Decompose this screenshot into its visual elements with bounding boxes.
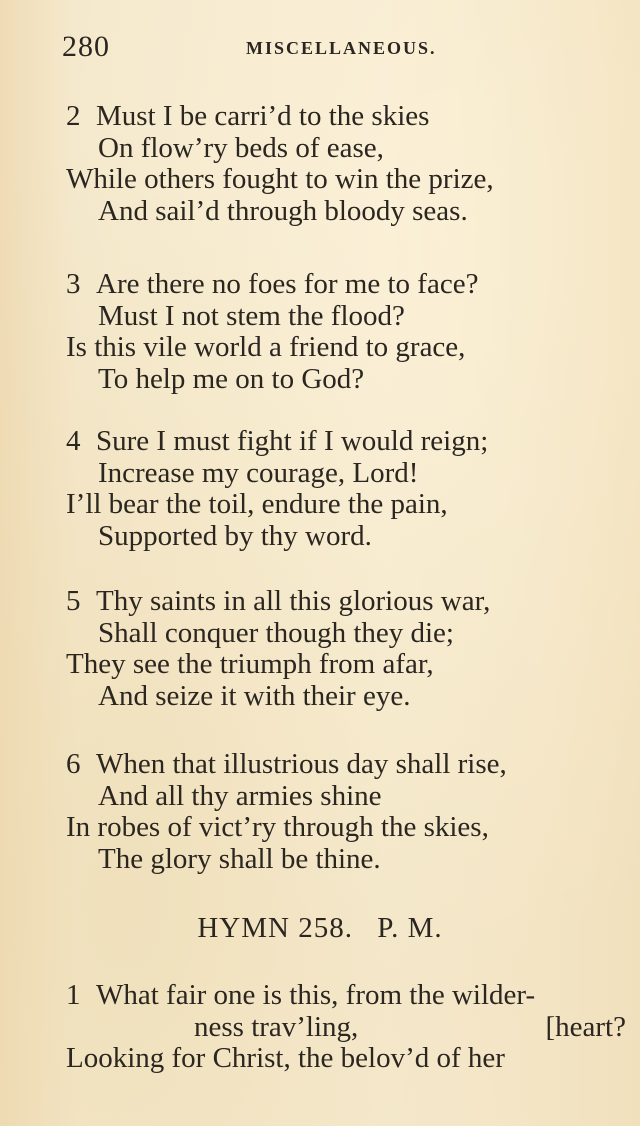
stanza-line-text: In robes of vict’ry through the skies, [66,811,489,843]
stanza-line [66,133,626,165]
stanza-5 [66,586,626,712]
stanza-line-text: Must I be carri’d to the skies [96,100,430,132]
turnover-word: [heart? [545,1010,626,1043]
stanza-line [66,1012,626,1044]
hymn-heading [0,912,640,945]
stanza-line [66,980,626,1012]
hymn-meter: P. M. [377,912,443,944]
stanza-line-text: On flow’ry beds of ease, [98,131,384,164]
stanza-line-text: I’ll bear the toil, endure the pain, [66,488,448,520]
stanza-line-text: Shall conquer though they die; [98,616,454,649]
stanza-number: 4 [66,425,81,457]
stanza-line-text: And seize it with their eye. [98,679,411,712]
stanza-line-text: And sail’d through bloody seas. [98,194,468,227]
hymn-number: HYMN 258. [197,912,353,944]
stanza-line-text: ness trav’ling, [194,1010,359,1043]
stanza-number: 5 [66,585,81,617]
stanza-line [66,749,626,781]
running-head: MISCELLANEOUS. [246,38,437,58]
stanza-line [66,649,626,681]
stanza-line-text: Thy saints in all this glorious war, [96,585,491,617]
stanza-line [66,458,626,490]
stanza-line [66,332,626,364]
stanza-2 [66,101,626,227]
stanza-number: 3 [66,268,81,300]
stanza-line-text: Must I not stem the flood? [98,299,405,332]
stanza-line [66,196,626,228]
stanza-line [66,618,626,650]
stanza-line-text: They see the triumph from afar, [66,648,434,680]
stanza-line-text: Sure I must fight if I would reign; [96,425,489,457]
stanza-line [66,521,626,553]
stanza-line [66,364,626,396]
stanza-line [66,269,626,301]
stanza-line [66,844,626,876]
stanza-line [66,426,626,458]
stanza-line [66,101,626,133]
stanza-number: 1 [66,979,81,1011]
stanza-line [66,812,626,844]
stanza-number: 2 [66,100,81,132]
stanza-line-text: Are there no foes for me to face? [96,268,479,300]
stanza-line-text: When that illustrious day shall rise, [96,748,507,780]
stanza-line [66,781,626,813]
stanza-line-text: And all thy armies shine [98,779,382,812]
stanza-line [66,489,626,521]
stanza-6 [66,749,626,875]
stanza-line [66,1043,626,1075]
stanza-line-text: While others fought to win the prize, [66,163,494,195]
stanza-line-text: To help me on to God? [98,362,365,395]
stanza-line-text: The glory shall be thine. [98,842,381,875]
stanza-number: 6 [66,748,81,780]
stanza-line-text: Looking for Christ, the belov’d of her [66,1042,505,1074]
stanza-line-text: What fair one is this, from the wilder- [96,979,536,1011]
page-header [62,30,622,70]
stanza-line [66,301,626,333]
stanza-4 [66,426,626,552]
stanza-line [66,681,626,713]
hymn-258-stanza-1 [66,980,626,1075]
stanza-line [66,164,626,196]
stanza-line-text: Increase my courage, Lord! [98,456,419,489]
stanza-line-text: Is this vile world a friend to grace, [66,331,466,363]
page-number: 280 [62,30,110,63]
stanza-line-text: Supported by thy word. [98,519,372,552]
stanza-3 [66,269,626,395]
stanza-line [66,586,626,618]
